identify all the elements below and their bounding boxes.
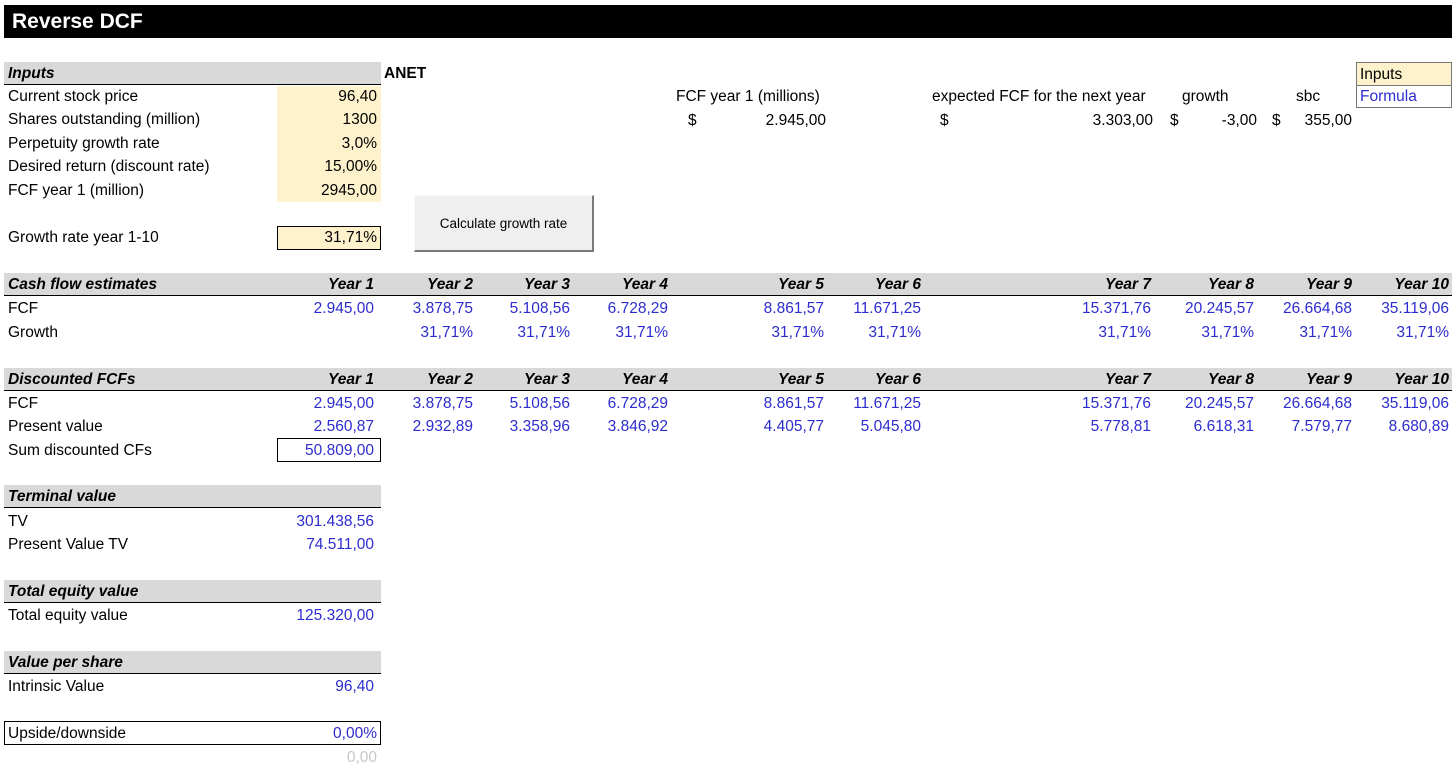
cash-flow-growth-cell-9[interactable]: 31,71% [1299,324,1352,341]
sum-discounted-value: 50.809,00 [305,442,374,459]
discounted-header: Discounted FCFs [8,371,136,388]
cash-flow-year-header-3: Year 3 [524,276,570,293]
input-label: Current stock price [8,88,139,105]
discounted-year-header-3: Year 3 [524,371,570,388]
growth-rate-label: Growth rate year 1-10 [8,229,159,246]
discounted-fcf-cell-4[interactable]: 6.728,29 [607,395,668,412]
cash-flow-year-header-7: Year 7 [1105,276,1151,293]
cash-flow-growth-cell-2[interactable]: 31,71% [420,324,473,341]
cash-flow-year-header-10: Year 10 [1394,276,1449,293]
per-share-header: Value per share [8,654,123,671]
sbc-value[interactable]: 355,00 [1304,112,1352,129]
discounted-year-header-10: Year 10 [1394,371,1449,388]
discounted-year-header-2: Year 2 [427,371,473,388]
cash-flow-year-header-6: Year 6 [875,276,921,293]
legend-inputs-label: Inputs [1360,66,1403,83]
present-value-cell-4[interactable]: 3.846,92 [607,418,668,435]
equity-value[interactable]: 125.320,00 [296,607,374,624]
growth-label: growth [1182,88,1229,105]
input-discount-rate[interactable]: 15,00% [324,158,377,175]
ticker: ANET [384,65,427,82]
cash-flow-fcf-cell-8[interactable]: 20.245,57 [1185,300,1254,317]
intrinsic-value[interactable]: 96,40 [335,678,374,695]
input-label: Shares outstanding (million) [8,111,201,128]
cash-flow-growth-cell-6[interactable]: 31,71% [868,324,921,341]
legend-formula-label: Formula [1360,88,1417,105]
cash-flow-growth-cell-7[interactable]: 31,71% [1098,324,1151,341]
cash-flow-fcf-cell-3[interactable]: 5.108,56 [509,300,570,317]
present-value-cell-5[interactable]: 4.405,77 [763,418,824,435]
present-value-cell-1[interactable]: 2.560,87 [313,418,374,435]
cash-flow-growth-label: Growth [8,324,58,341]
input-label: Desired return (discount rate) [8,158,210,175]
expected-fcf-label: expected FCF for the next year [932,88,1146,105]
inputs-header-bg [4,62,381,85]
present-value-cell-6[interactable]: 5.045,80 [860,418,921,435]
input-shares-outstanding[interactable]: 1300 [342,111,377,128]
cash-flow-fcf-cell-9[interactable]: 26.664,68 [1283,300,1352,317]
fcf-year1-value[interactable]: 2.945,00 [765,112,826,129]
cash-flow-header: Cash flow estimates [8,276,158,293]
cash-flow-fcf-label: FCF [8,300,39,317]
present-value-label: Present value [8,418,103,435]
present-value-cell-7[interactable]: 5.778,81 [1090,418,1151,435]
inputs-header: Inputs [8,65,55,82]
growth-value[interactable]: -3,00 [1221,112,1257,129]
discounted-fcf-cell-8[interactable]: 20.245,57 [1185,395,1254,412]
title-bar [4,5,1452,38]
upside-value: 0,00% [333,725,377,742]
discounted-year-header-7: Year 7 [1105,371,1151,388]
discounted-fcf-cell-9[interactable]: 26.664,68 [1283,395,1352,412]
present-value-cell-10[interactable]: 8.680,89 [1388,418,1449,435]
input-stock-price[interactable]: 96,40 [338,88,377,105]
tv-value[interactable]: 301.438,56 [296,513,374,530]
cash-flow-year-header-8: Year 8 [1208,276,1254,293]
cash-flow-fcf-cell-2[interactable]: 3.878,75 [412,300,473,317]
discounted-fcf-cell-3[interactable]: 5.108,56 [509,395,570,412]
sbc-label: sbc [1296,88,1321,105]
discounted-year-header-8: Year 8 [1208,371,1254,388]
intrinsic-value-label: Intrinsic Value [8,678,105,695]
cash-flow-year-header-4: Year 4 [622,276,668,293]
discounted-fcf-cell-1[interactable]: 2.945,00 [313,395,374,412]
expected-fcf-value[interactable]: 3.303,00 [1092,112,1153,129]
cash-flow-growth-cell-8[interactable]: 31,71% [1201,324,1254,341]
discounted-fcf-label: FCF [8,395,39,412]
cash-flow-fcf-cell-6[interactable]: 11.671,25 [853,300,921,317]
discounted-year-header-9: Year 9 [1306,371,1352,388]
cash-flow-growth-cell-10[interactable]: 31,71% [1396,324,1449,341]
cash-flow-year-header-1: Year 1 [328,276,374,293]
cash-flow-year-header-5: Year 5 [778,276,824,293]
growth-rate-value: 31,71% [324,229,377,246]
discounted-fcf-cell-10[interactable]: 35.119,06 [1381,395,1449,412]
page-title: Reverse DCF [12,10,143,33]
pv-tv-label: Present Value TV [8,536,129,553]
cash-flow-fcf-cell-7[interactable]: 15.371,76 [1082,300,1151,317]
cash-flow-growth-cell-5[interactable]: 31,71% [771,324,824,341]
upside-label: Upside/downside [8,725,127,742]
currency-symbol: $ [1170,112,1179,129]
discounted-fcf-cell-5[interactable]: 8.861,57 [763,395,824,412]
calculate-growth-rate-button[interactable]: Calculate growth rate [414,195,594,252]
cash-flow-fcf-cell-1[interactable]: 2.945,00 [313,300,374,317]
cash-flow-growth-cell-3[interactable]: 31,71% [517,324,570,341]
fcf-year1-label: FCF year 1 (millions) [676,88,820,105]
present-value-cell-8[interactable]: 6.618,31 [1193,418,1254,435]
tv-label: TV [8,513,28,530]
pv-tv-value[interactable]: 74.511,00 [306,536,374,553]
cash-flow-year-header-9: Year 9 [1306,276,1352,293]
equity-header: Total equity value [8,583,139,600]
cash-flow-fcf-cell-10[interactable]: 35.119,06 [1381,300,1449,317]
discounted-year-header-1: Year 1 [328,371,374,388]
cash-flow-fcf-cell-5[interactable]: 8.861,57 [763,300,824,317]
input-fcf-year1[interactable]: 2945,00 [320,182,377,199]
terminal-header: Terminal value [8,488,116,505]
input-perpetuity-growth[interactable]: 3,0% [341,135,377,152]
present-value-cell-9[interactable]: 7.579,77 [1291,418,1352,435]
currency-symbol: $ [688,112,697,129]
equity-label: Total equity value [8,607,128,624]
legend-formula [1356,85,1452,108]
cash-flow-fcf-cell-4[interactable]: 6.728,29 [607,300,668,317]
discounted-fcf-cell-7[interactable]: 15.371,76 [1082,395,1151,412]
discounted-year-header-4: Year 4 [622,371,668,388]
discounted-year-header-5: Year 5 [778,371,824,388]
upside-extra-value: 0,00 [346,749,377,766]
legend-inputs [1356,62,1452,86]
cash-flow-year-header-2: Year 2 [427,276,473,293]
cash-flow-growth-cell-4[interactable]: 31,71% [615,324,668,341]
discounted-fcf-cell-6[interactable]: 11.671,25 [853,395,921,412]
input-label: FCF year 1 (million) [8,182,145,199]
currency-symbol: $ [1272,112,1281,129]
currency-symbol: $ [940,112,949,129]
present-value-cell-3[interactable]: 3.358,96 [509,418,570,435]
present-value-cell-2[interactable]: 2.932,89 [412,418,473,435]
discounted-fcf-cell-2[interactable]: 3.878,75 [412,395,473,412]
sum-discounted-label: Sum discounted CFs [8,442,152,459]
input-label: Perpetuity growth rate [8,135,160,152]
discounted-year-header-6: Year 6 [875,371,921,388]
